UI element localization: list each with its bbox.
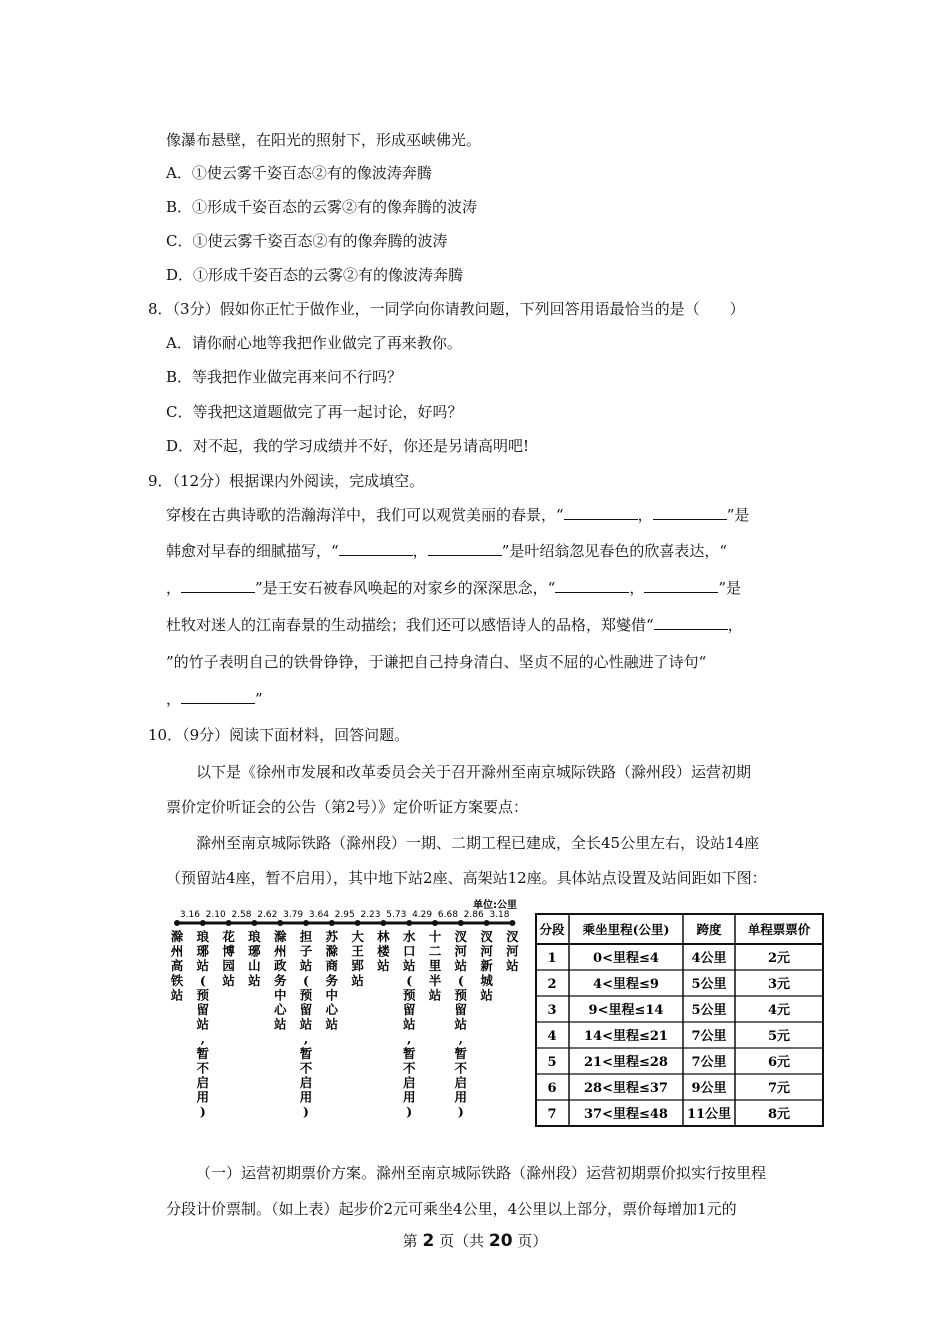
table-cell: 9<里程≤14 [588,1003,664,1018]
answer-blank[interactable] [644,578,718,593]
table-cell: 5元 [767,1029,791,1044]
q10-para-3b: 分段计价票制。（如上表）起步价2元可乘坐4公里，4公里以上部分，票价每增加1元的 [166,1200,737,1218]
q10-para-1a: 以下是《徐州市发展和改革委员会关于召开滁州至南京城际铁路（滁州段）运营初期 [196,763,752,781]
q9-line-1: 穿梭在古典诗歌的浩瀚海洋中，我们可以观赏美丽的春景，“ ， ”是 [166,506,750,524]
q9-line-4: 杜牧对迷人的江南春景的生动描绘；我们还可以感悟诗人的品格，郑燮借“ ， [166,616,743,634]
q8-option-b[interactable]: B．等我把作业做完再来问不行吗？ [166,368,403,386]
distance-label: 3.79 [283,910,304,920]
table-cell: 4公里 [691,951,727,966]
table-cell: 0<里程≤4 [593,951,659,966]
table-cell: 6元 [767,1055,791,1070]
station-name: 大王郢站 [351,929,364,988]
distance-label: 2.10 [205,910,226,920]
table-cell: 7元 [767,1081,791,1096]
distance-label: 2.58 [231,910,252,920]
table-cell: 37<里程≤48 [584,1107,668,1122]
q7-option-c[interactable]: C．①使云雾千姿百态②有的像奔腾的波涛 [166,232,448,250]
table-cell: 2元 [767,951,791,966]
table-cell: 3 [547,1003,557,1018]
station-dot [458,920,464,926]
q8-option-c[interactable]: C．等我把这道题做完了再一起讨论，好吗？ [166,403,463,421]
station-dot [226,920,232,926]
station-dot [174,920,180,926]
page-total: 20 [488,1231,513,1251]
station-dot [329,920,335,926]
q9-line-2: 韩愈对早春的细腻描写，“ ， ”是叶绍翁忽见春色的欣喜表达，“ [166,542,728,560]
page-number: 2 [422,1231,435,1251]
fare-table [535,913,825,1137]
q10-para-3a: （一）运营初期票价方案。滁州至南京城际铁路（滁州段）运营初期票价拟实行按里程 [196,1164,767,1182]
table-cell: 4<里程≤9 [593,977,659,992]
table-cell: 3元 [767,977,791,992]
table-cell: 5公里 [691,1003,727,1018]
distance-label: 2.95 [334,910,355,920]
distance-label: 2.86 [463,910,484,920]
station-name: 滁州政务中心站 [273,929,287,1032]
station-dot [484,920,490,926]
q9-stem: 9．（12分）根据课内外阅读，完成填空。 [148,472,425,490]
answer-blank[interactable] [428,541,502,556]
table-cell: 7 [547,1107,557,1122]
table-cell: 2 [547,977,557,992]
station-name: 水口站(预留站,暂不启用) [402,929,416,1120]
station-dot [432,920,438,926]
station-dot [509,920,515,926]
station-dot [355,920,361,926]
table-cell: 4元 [767,1003,791,1018]
station-name: 花博园站 [222,929,235,988]
answer-blank[interactable] [181,689,255,704]
table-cell: 4 [547,1029,557,1044]
station-name: 十二里半站 [428,929,442,1003]
distance-label: 5.73 [386,910,407,920]
railway-figure [165,893,825,1143]
answer-blank[interactable] [555,578,629,593]
passage-end-line: 像瀑布悬壁，在阳光的照射下，形成巫峡佛光。 [166,131,482,149]
distance-label: 2.62 [257,910,278,920]
answer-blank[interactable] [564,505,638,520]
station-name: 林楼站 [377,929,390,974]
table-cell: 8元 [767,1107,791,1122]
station-dot [406,920,412,926]
distance-label: 4.29 [412,910,433,920]
distance-label: 2.23 [360,910,381,920]
q7-option-b[interactable]: B．①形成千姿百态的云雾②有的像奔腾的波涛 [166,198,478,216]
answer-blank[interactable] [653,505,727,520]
table-header-cell: 单程票票价 [747,922,811,937]
table-cell: 1 [547,951,557,966]
table-header-cell: 跨度 [696,922,722,937]
table-header-cell: 乘坐里程(公里) [582,922,670,937]
table-cell: 9公里 [691,1081,727,1096]
station-dot [200,920,206,926]
answer-blank[interactable] [181,578,255,593]
table-cell: 6 [547,1081,557,1096]
answer-blank[interactable] [654,615,728,630]
table-cell: 21<里程≤28 [584,1055,668,1070]
route-diagram [165,893,525,1143]
q9-line-3: ， ”是王安石被春风唤起的对家乡的深深思念，“ ， ”是 [166,579,742,597]
unit-label: 单位:公里 [473,900,517,911]
table-cell: 5公里 [691,977,727,992]
station-dot [380,920,386,926]
q9-line-6: ， ” [166,690,263,708]
station-name: 滁州高铁站 [170,929,184,1003]
station-name: 苏滁商务中心站 [325,929,339,1032]
table-cell: 11公里 [686,1107,732,1122]
station-name: 汊河站(预留站,暂不启用) [454,929,468,1120]
table-cell: 7公里 [691,1029,727,1044]
station-name: 琅琊站(预留站,暂不启用) [196,929,210,1120]
distance-label: 3.16 [179,910,200,920]
station-dot [251,920,257,926]
q8-option-d[interactable]: D．对不起，我的学习成绩并不好，你还是另请高明吧! [166,437,530,455]
station-name: 汊河站 [506,929,519,974]
q9-line-5: ”的竹子表明自己的铁骨铮铮，于谦把自己持身清白、坚贞不屈的心性融进了诗句“ [166,653,707,671]
table-cell: 28<里程≤37 [584,1081,668,1096]
distance-label: 6.68 [437,910,458,920]
q10-para-2b: （预留站4座，暂不启用），其中地下站2座、高架站12座。具体站点设置及站间距如下图： [166,869,767,887]
station-dot [303,920,309,926]
q8-stem: 8．（3分）假如你正忙于做作业，一同学向你请教问题，下列回答用语最恰当的是（ ） [148,300,745,318]
q8-option-a[interactable]: A．请你耐心地等我把作业做完了再来教你。 [166,334,462,352]
q10-para-2a: 滁州至南京城际铁路（滁州段）一期、二期工程已建成，全长45公里左右，设站14座 [196,834,760,852]
station-name: 汊河新城站 [480,929,493,1003]
distance-label: 3.18 [489,910,510,920]
q7-option-d[interactable]: D．①形成千姿百态的云雾②有的像波涛奔腾 [166,266,464,284]
q10-para-1b: 票价定价听证会的公告（第2号）》定价听证方案要点： [166,798,529,816]
station-name: 担子站(预留站,暂不启用) [299,929,313,1120]
table-header-cell: 分段 [539,922,565,937]
distance-label: 3.64 [308,910,329,920]
table-cell: 14<里程≤21 [584,1029,668,1044]
table-cell: 5 [547,1055,557,1070]
table-cell: 7公里 [691,1055,727,1070]
station-name: 琅琊山站 [248,929,261,988]
q7-option-a[interactable]: A．①使云雾千姿百态②有的像波涛奔腾 [166,164,432,182]
answer-blank[interactable] [339,541,413,556]
q10-stem: 10．（9分）阅读下面材料，回答问题。 [148,726,410,744]
page-footer: 第 2 页（共 20 页） [402,1231,548,1251]
station-dot [277,920,283,926]
